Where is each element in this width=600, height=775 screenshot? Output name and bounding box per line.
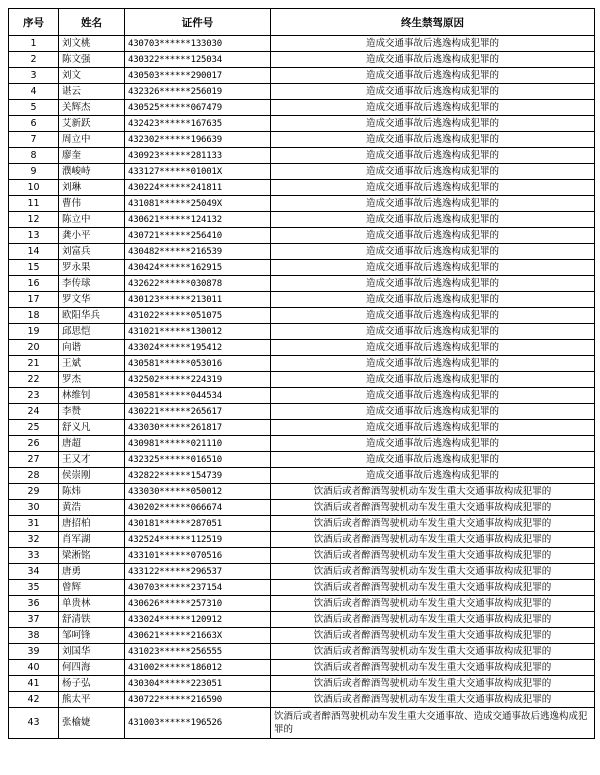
row-name: 周立中	[59, 132, 125, 148]
row-reason: 饮酒后或者醉酒驾驶机动车发生重大交通事故构成犯罪的	[271, 548, 595, 564]
row-index: 20	[9, 340, 59, 356]
row-id-number: 430181******287051	[125, 516, 271, 532]
table-row	[9, 484, 595, 500]
row-id-number: 430703******237154	[125, 580, 271, 596]
row-index: 30	[9, 500, 59, 516]
row-name: 艾新跃	[59, 116, 125, 132]
row-reason: 饮酒后或者醉酒驾驶机动车发生重大交通事故构成犯罪的	[271, 500, 595, 516]
row-index: 13	[9, 228, 59, 244]
row-id-number: 430722******216590	[125, 692, 271, 708]
table-row	[9, 420, 595, 436]
table-row	[9, 36, 595, 52]
row-name: 欧阳华兵	[59, 308, 125, 324]
row-index: 43	[9, 708, 59, 739]
row-reason: 造成交通事故后逃逸构成犯罪的	[271, 148, 595, 164]
row-reason: 造成交通事故后逃逸构成犯罪的	[271, 468, 595, 484]
row-id-number: 431022******051075	[125, 308, 271, 324]
row-reason: 造成交通事故后逃逸构成犯罪的	[271, 420, 595, 436]
table-row	[9, 452, 595, 468]
row-index: 7	[9, 132, 59, 148]
row-index: 38	[9, 628, 59, 644]
row-index: 37	[9, 612, 59, 628]
row-name: 舒义凡	[59, 420, 125, 436]
table-row	[9, 372, 595, 388]
row-id-number: 433030******261817	[125, 420, 271, 436]
row-id-number: 430621******21663X	[125, 628, 271, 644]
row-id-number: 431023******256555	[125, 644, 271, 660]
row-id-number: 432325******016510	[125, 452, 271, 468]
row-reason: 饮酒后或者醉酒驾驶机动车发生重大交通事故构成犯罪的	[271, 564, 595, 580]
row-name: 林维钊	[59, 388, 125, 404]
table-row	[9, 164, 595, 180]
table-row	[9, 100, 595, 116]
row-index: 12	[9, 212, 59, 228]
row-reason: 造成交通事故后逃逸构成犯罪的	[271, 100, 595, 116]
row-id-number: 432502******224319	[125, 372, 271, 388]
row-reason: 饮酒后或者醉酒驾驶机动车发生重大交通事故构成犯罪的	[271, 692, 595, 708]
row-reason: 饮酒后或者醉酒驾驶机动车发生重大交通事故构成犯罪的	[271, 596, 595, 612]
table-row	[9, 244, 595, 260]
row-name: 刘文	[59, 68, 125, 84]
row-name: 张榆婕	[59, 708, 125, 739]
row-name: 陈立中	[59, 212, 125, 228]
row-id-number: 430304******223051	[125, 676, 271, 692]
row-id-number: 432822******154739	[125, 468, 271, 484]
row-index: 15	[9, 260, 59, 276]
row-name: 刘富兵	[59, 244, 125, 260]
row-id-number: 430581******044534	[125, 388, 271, 404]
row-id-number: 433122******296537	[125, 564, 271, 580]
row-name: 濮峻峙	[59, 164, 125, 180]
table-row	[9, 196, 595, 212]
table-row	[9, 132, 595, 148]
row-name: 刘琳	[59, 180, 125, 196]
row-reason: 造成交通事故后逃逸构成犯罪的	[271, 212, 595, 228]
row-name: 龚小平	[59, 228, 125, 244]
table-row	[9, 564, 595, 580]
row-index: 29	[9, 484, 59, 500]
row-name: 单贵林	[59, 596, 125, 612]
row-id-number: 430221******265617	[125, 404, 271, 420]
header-index: 序号	[9, 9, 59, 36]
row-id-number: 430503******290017	[125, 68, 271, 84]
row-reason: 造成交通事故后逃逸构成犯罪的	[271, 340, 595, 356]
table-row	[9, 356, 595, 372]
row-reason: 造成交通事故后逃逸构成犯罪的	[271, 372, 595, 388]
table-row	[9, 308, 595, 324]
row-id-number: 432423******167635	[125, 116, 271, 132]
row-id-number: 430721******256410	[125, 228, 271, 244]
row-reason: 造成交通事故后逃逸构成犯罪的	[271, 228, 595, 244]
row-index: 8	[9, 148, 59, 164]
row-index: 23	[9, 388, 59, 404]
row-name: 廖奎	[59, 148, 125, 164]
row-name: 邱思恺	[59, 324, 125, 340]
row-name: 唐招柏	[59, 516, 125, 532]
row-index: 10	[9, 180, 59, 196]
row-id-number: 433024******120912	[125, 612, 271, 628]
row-reason: 造成交通事故后逃逸构成犯罪的	[271, 260, 595, 276]
row-index: 5	[9, 100, 59, 116]
table-row	[9, 180, 595, 196]
row-reason: 造成交通事故后逃逸构成犯罪的	[271, 132, 595, 148]
row-id-number: 430621******124132	[125, 212, 271, 228]
row-name: 唐超	[59, 436, 125, 452]
row-name: 李赞	[59, 404, 125, 420]
row-reason: 饮酒后或者醉酒驾驶机动车发生重大交通事故构成犯罪的	[271, 516, 595, 532]
row-id-number: 430224******241811	[125, 180, 271, 196]
ban-list-table	[8, 8, 595, 739]
header-reason: 终生禁驾原因	[271, 9, 595, 36]
row-name: 关辉杰	[59, 100, 125, 116]
row-name: 罗文华	[59, 292, 125, 308]
row-id-number: 432302******196639	[125, 132, 271, 148]
row-index: 6	[9, 116, 59, 132]
row-reason: 饮酒后或者醉酒驾驶机动车发生重大交通事故构成犯罪的	[271, 484, 595, 500]
row-index: 31	[9, 516, 59, 532]
row-reason: 饮酒后或者醉酒驾驶机动车发生重大交通事故构成犯罪的	[271, 676, 595, 692]
row-reason: 造成交通事故后逃逸构成犯罪的	[271, 276, 595, 292]
row-index: 17	[9, 292, 59, 308]
row-id-number: 433024******195412	[125, 340, 271, 356]
row-reason: 造成交通事故后逃逸构成犯罪的	[271, 244, 595, 260]
row-name: 杨子弘	[59, 676, 125, 692]
row-index: 36	[9, 596, 59, 612]
row-id-number: 430923******281133	[125, 148, 271, 164]
row-index: 28	[9, 468, 59, 484]
table-row	[9, 500, 595, 516]
row-reason: 造成交通事故后逃逸构成犯罪的	[271, 452, 595, 468]
row-name: 刘文桃	[59, 36, 125, 52]
row-index: 41	[9, 676, 59, 692]
row-name: 罗杰	[59, 372, 125, 388]
row-reason: 造成交通事故后逃逸构成犯罪的	[271, 36, 595, 52]
row-index: 19	[9, 324, 59, 340]
row-name: 曾辉	[59, 580, 125, 596]
row-reason: 造成交通事故后逃逸构成犯罪的	[271, 308, 595, 324]
row-index: 18	[9, 308, 59, 324]
table-row	[9, 260, 595, 276]
row-id-number: 430123******213011	[125, 292, 271, 308]
row-reason: 造成交通事故后逃逸构成犯罪的	[271, 116, 595, 132]
row-index: 35	[9, 580, 59, 596]
row-name: 李传球	[59, 276, 125, 292]
row-id-number: 430322******125034	[125, 52, 271, 68]
table-row	[9, 532, 595, 548]
table-row	[9, 692, 595, 708]
row-index: 22	[9, 372, 59, 388]
table-row	[9, 468, 595, 484]
row-name: 王斌	[59, 356, 125, 372]
row-id-number: 431021******130012	[125, 324, 271, 340]
table-row	[9, 628, 595, 644]
row-reason: 饮酒后或者醉酒驾驶机动车发生重大交通事故构成犯罪的	[271, 628, 595, 644]
row-index: 3	[9, 68, 59, 84]
row-index: 39	[9, 644, 59, 660]
row-name: 曹伟	[59, 196, 125, 212]
row-name: 黄浩	[59, 500, 125, 516]
row-index: 21	[9, 356, 59, 372]
row-name: 侯崇刚	[59, 468, 125, 484]
row-id-number: 430626******257310	[125, 596, 271, 612]
row-reason: 饮酒后或者醉酒驾驶机动车发生重大交通事故构成犯罪的	[271, 644, 595, 660]
row-index: 2	[9, 52, 59, 68]
table-row	[9, 116, 595, 132]
row-id-number: 430981******021110	[125, 436, 271, 452]
table-row	[9, 708, 595, 739]
row-index: 34	[9, 564, 59, 580]
row-index: 32	[9, 532, 59, 548]
table-row	[9, 644, 595, 660]
row-id-number: 430703******133030	[125, 36, 271, 52]
table-row	[9, 324, 595, 340]
row-id-number: 432326******256019	[125, 84, 271, 100]
row-reason: 造成交通事故后逃逸构成犯罪的	[271, 356, 595, 372]
row-id-number: 430482******216539	[125, 244, 271, 260]
row-index: 14	[9, 244, 59, 260]
row-reason: 造成交通事故后逃逸构成犯罪的	[271, 164, 595, 180]
table-row	[9, 404, 595, 420]
row-id-number: 430424******162915	[125, 260, 271, 276]
row-name: 陈文强	[59, 52, 125, 68]
row-index: 1	[9, 36, 59, 52]
table-row	[9, 84, 595, 100]
row-index: 33	[9, 548, 59, 564]
row-name: 罗永果	[59, 260, 125, 276]
row-reason: 造成交通事故后逃逸构成犯罪的	[271, 180, 595, 196]
row-reason: 造成交通事故后逃逸构成犯罪的	[271, 436, 595, 452]
row-id-number: 430525******067479	[125, 100, 271, 116]
row-name: 熊太平	[59, 692, 125, 708]
table-row	[9, 676, 595, 692]
row-id-number: 433030******050012	[125, 484, 271, 500]
header-name: 姓名	[59, 9, 125, 36]
row-reason: 造成交通事故后逃逸构成犯罪的	[271, 292, 595, 308]
row-index: 4	[9, 84, 59, 100]
table-row	[9, 340, 595, 356]
table-row	[9, 212, 595, 228]
header-id: 证件号	[125, 9, 271, 36]
table-row	[9, 276, 595, 292]
row-reason: 造成交通事故后逃逸构成犯罪的	[271, 52, 595, 68]
row-id-number: 433127******01001X	[125, 164, 271, 180]
row-name: 梁淅铭	[59, 548, 125, 564]
row-index: 27	[9, 452, 59, 468]
row-name: 谌云	[59, 84, 125, 100]
row-id-number: 430581******053016	[125, 356, 271, 372]
row-name: 向谐	[59, 340, 125, 356]
table-row	[9, 68, 595, 84]
table-row	[9, 596, 595, 612]
row-reason: 饮酒后或者醉酒驾驶机动车发生重大交通事故构成犯罪的	[271, 580, 595, 596]
row-reason: 造成交通事故后逃逸构成犯罪的	[271, 324, 595, 340]
row-id-number: 432622******030878	[125, 276, 271, 292]
header-row	[9, 9, 595, 36]
row-name: 肖军湖	[59, 532, 125, 548]
row-reason: 造成交通事故后逃逸构成犯罪的	[271, 84, 595, 100]
row-name: 何四海	[59, 660, 125, 676]
table-row	[9, 436, 595, 452]
row-reason: 饮酒后或者醉酒驾驶机动车发生重大交通事故构成犯罪的	[271, 660, 595, 676]
row-reason: 造成交通事故后逃逸构成犯罪的	[271, 196, 595, 212]
row-index: 9	[9, 164, 59, 180]
row-reason: 饮酒后或者醉酒驾驶机动车发生重大交通事故构成犯罪的	[271, 612, 595, 628]
row-reason: 造成交通事故后逃逸构成犯罪的	[271, 68, 595, 84]
table-row	[9, 548, 595, 564]
row-id-number: 432524******112519	[125, 532, 271, 548]
row-name: 陈炜	[59, 484, 125, 500]
row-reason: 造成交通事故后逃逸构成犯罪的	[271, 388, 595, 404]
row-id-number: 431003******196526	[125, 708, 271, 739]
row-index: 25	[9, 420, 59, 436]
row-reason: 饮酒后或者醉酒驾驶机动车发生重大交通事故、造成交通事故后逃逸构成犯罪的	[271, 708, 595, 739]
table-row	[9, 52, 595, 68]
table-row	[9, 516, 595, 532]
row-id-number: 431002******186012	[125, 660, 271, 676]
row-name: 王又才	[59, 452, 125, 468]
row-name: 唐勇	[59, 564, 125, 580]
row-id-number: 431081******25049X	[125, 196, 271, 212]
row-index: 26	[9, 436, 59, 452]
table-row	[9, 612, 595, 628]
row-reason: 饮酒后或者醉酒驾驶机动车发生重大交通事故构成犯罪的	[271, 532, 595, 548]
table-row	[9, 228, 595, 244]
row-name: 邹呵锋	[59, 628, 125, 644]
table-row	[9, 660, 595, 676]
row-index: 16	[9, 276, 59, 292]
row-name: 刘国华	[59, 644, 125, 660]
table-row	[9, 388, 595, 404]
table-row	[9, 148, 595, 164]
row-index: 24	[9, 404, 59, 420]
table-row	[9, 580, 595, 596]
table-body	[9, 36, 595, 739]
table-row	[9, 292, 595, 308]
row-index: 40	[9, 660, 59, 676]
row-reason: 造成交通事故后逃逸构成犯罪的	[271, 404, 595, 420]
row-index: 11	[9, 196, 59, 212]
row-index: 42	[9, 692, 59, 708]
row-id-number: 430202******066674	[125, 500, 271, 516]
row-id-number: 433101******070516	[125, 548, 271, 564]
row-name: 舒清铁	[59, 612, 125, 628]
